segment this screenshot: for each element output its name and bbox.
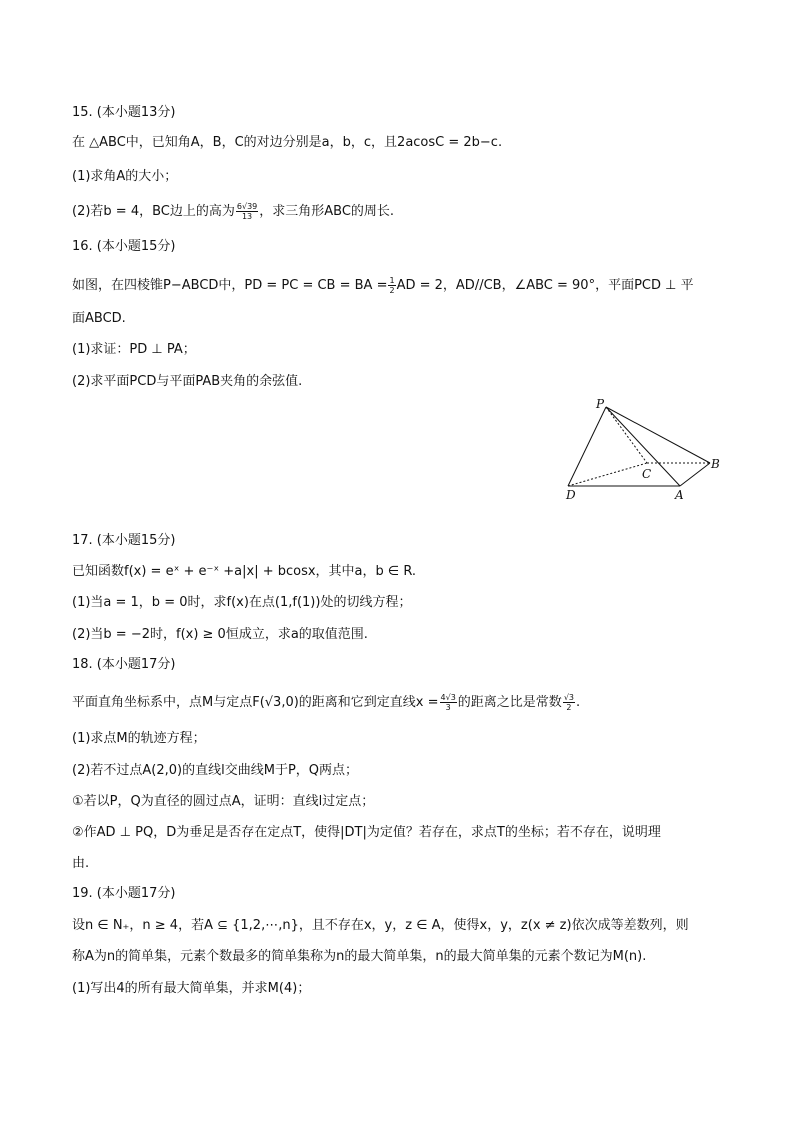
q18-stem — [72, 693, 580, 712]
vertex-label-d: D — [566, 488, 576, 502]
q16-half-fraction — [388, 276, 395, 295]
q16-header: 16. (本小题15分) — [72, 239, 176, 254]
q18-part2-sub2: ②作AD ⊥ PQ，D为垂足是否存在定点T，使得|DT|为定值？若存在，求点T的坐标；若不存在，说明理 — [72, 825, 661, 840]
fraction-denominator: 13 — [241, 212, 253, 221]
q17-part2: (2)当b = −2时，f(x) ≥ 0恒成立，求a的取值范围. — [72, 627, 368, 642]
q18-stem-text-a: 平面直角坐标系中，点M与定点F(√3,0)的距离和它到定直线x = — [72, 695, 439, 710]
q18-line-fraction — [440, 693, 457, 712]
q15-part1: (1)求角A的大小； — [72, 169, 178, 184]
q19-part1: (1)写出4的所有最大简单集，并求M(4)； — [72, 981, 311, 996]
q17-stem: 已知函数f(x) = eˣ + e⁻ˣ +a|x| + bcosx，其中a，b ∈ R. — [72, 564, 417, 579]
q18-stem-text-b: 的距离之比是常数 — [457, 695, 562, 710]
q15-part2 — [72, 202, 394, 221]
q19-header: 19. (本小题17分) — [72, 886, 176, 901]
q16-stem-cont: 面ABCD. — [72, 311, 126, 326]
q18-stem-text-c: . — [576, 695, 581, 710]
q16-part2: (2)求平面PCD与平面PAB夹角的余弦值. — [72, 374, 303, 389]
fraction-numerator: 1 — [389, 276, 395, 285]
q16-part1: (1)求证：PD ⊥ PA； — [72, 342, 196, 357]
q18-part2: (2)若不过点A(2,0)的直线l交曲线M于P，Q两点； — [72, 763, 359, 778]
q19-stem-cont: 称A为n的简单集，元素个数最多的简单集称为n的最大简单集，n的最大简单集的元素个数记为M(n). — [72, 949, 647, 964]
fraction-denominator: 2 — [389, 286, 395, 295]
vertex-label-c: C — [642, 467, 652, 481]
q19-stem: 设n ∈ N₊，n ≥ 4，若A ⊆ {1,2,⋯,n}，且不存在x，y，z ∈ A，使得x，y，z(x ≠ z)依次成等差数列，则 — [72, 918, 689, 933]
vertex-label-p: P — [596, 397, 605, 411]
q18-ratio-fraction — [563, 693, 575, 712]
fraction-numerator: 4√3 — [440, 693, 456, 702]
q15-header: 15. (本小题13分) — [72, 105, 176, 120]
q15-height-fraction — [236, 202, 258, 221]
q18-part2-sub2-cont: 由. — [72, 856, 90, 871]
q17-part1: (1)当a = 1，b = 0时，求f(x)在点(1,f(1))处的切线方程； — [72, 595, 412, 610]
fraction-numerator: √3 — [563, 693, 574, 702]
vertex-label-a: A — [675, 488, 684, 502]
fraction-denominator: 2 — [566, 703, 572, 712]
q16-stem-text-a: 如图，在四棱锥P−ABCD中，PD = PC = CB = BA = — [72, 278, 388, 293]
fraction-denominator: 3 — [445, 703, 451, 712]
q16-stem-text-b: AD = 2，AD//CB，∠ABC = 90°，平面PCD ⊥ 平 — [396, 278, 694, 293]
q17-header: 17. (本小题15分) — [72, 533, 176, 548]
q18-part1: (1)求点M的轨迹方程； — [72, 731, 206, 746]
q15-part2-text-b: ，求三角形ABC的周长. — [259, 204, 395, 219]
q15-stem: 在 △ABC中，已知角A，B，C的对边分别是a，b，c，且2acosC = 2b−c. — [72, 135, 503, 150]
q18-part2-sub1: ①若以P，Q为直径的圆过点A，证明：直线l过定点； — [72, 794, 375, 809]
vertex-label-b: B — [711, 457, 720, 471]
fraction-numerator: 6√39 — [236, 202, 258, 211]
q15-part2-text-a: (2)若b = 4，BC边上的高为 — [72, 204, 235, 219]
q16-stem — [72, 276, 694, 295]
q18-header: 18. (本小题17分) — [72, 657, 176, 672]
pyramid-figure — [560, 395, 730, 505]
